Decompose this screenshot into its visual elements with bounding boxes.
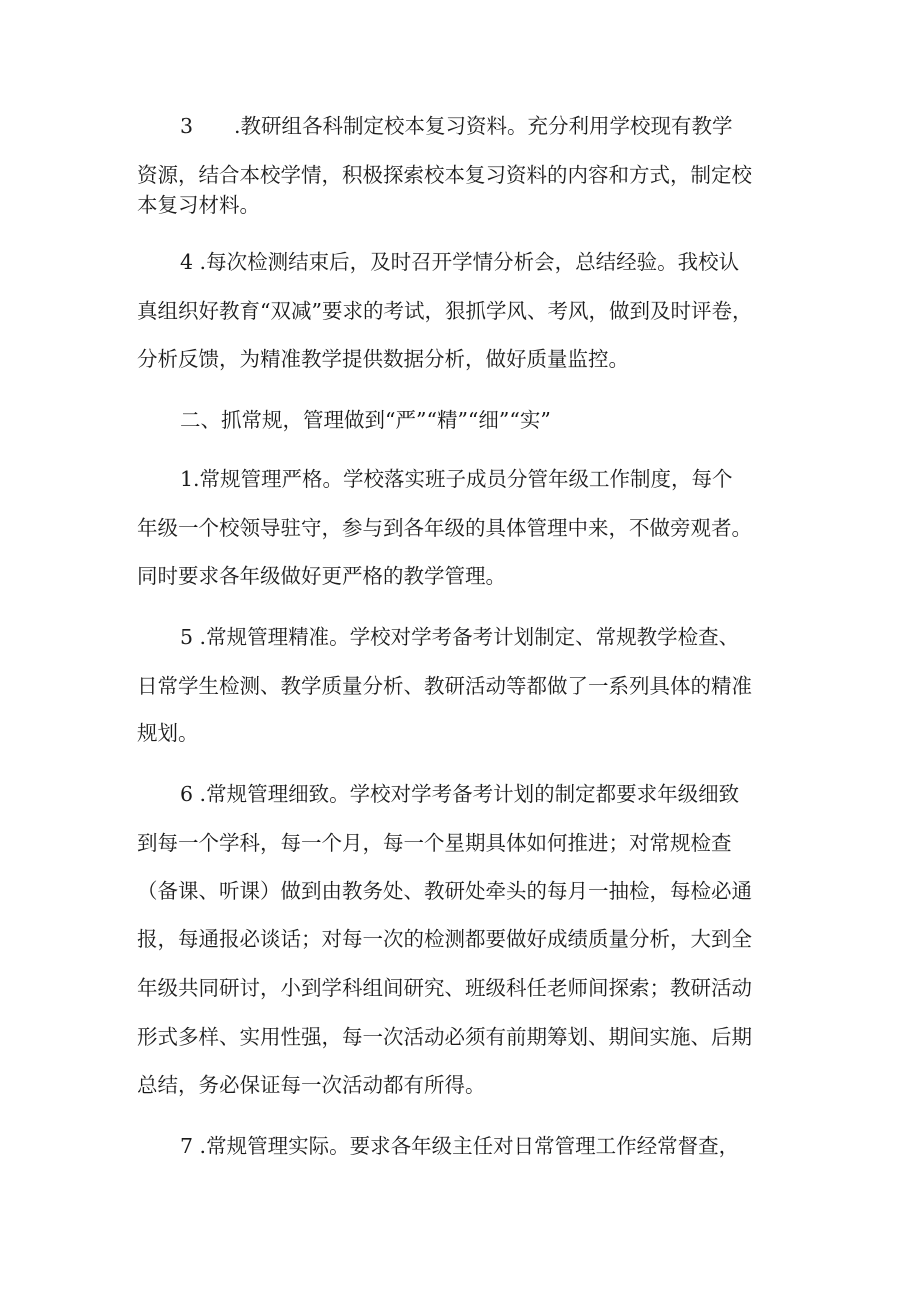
p1-line-1: 1.常规管理严格。学校落实班子成员分管年级工作制度，每个	[180, 467, 733, 491]
p4-line-2: 真组织好教育“双减”要求的考试，狠抓学风、考风，做到及时评卷，	[137, 299, 753, 323]
p1-line-3: 同时要求各年级做好更严格的教学管理。	[137, 564, 506, 588]
p6-line-5: 年级共同研讨，小到学科组间研究、班级科任老师间探索；教研活动	[137, 976, 752, 1000]
p6-line-4: 报，每通报必谈话；对每一次的检测都要做好成绩质量分析，大到全	[137, 927, 752, 951]
p3-line-3: 本复习材料。	[137, 193, 260, 217]
p4-line-1: 4 .每次检测结束后，及时召开学情分析会，总结经验。我校认	[180, 250, 740, 274]
p4-line-3: 分析反馈，为精准教学提供数据分析，做好质量监控。	[137, 347, 629, 371]
p3-line-2: 资源，结合本校学情，积极探索校本复习资料的内容和方式，制定校	[137, 163, 752, 187]
p6-line-3: （备课、听课）做到由教务处、教研处牵头的每月一抽检，每检必通	[137, 879, 752, 903]
p1-line-2: 年级一个校领导驻守，参与到各年级的具体管理中来，不做旁观者。	[137, 516, 752, 540]
p5-line-3: 规划。	[137, 721, 199, 745]
section-heading-2: 二、抓常规，管理做到“严”“精”“细”“实”	[180, 408, 551, 432]
p3-line-1: 3 .教研组各科制定校本复习资料。充分利用学校现有教学	[180, 114, 733, 138]
p6-line-6: 形式多样、实用性强，每一次活动必须有前期筹划、期间实施、后期	[137, 1025, 752, 1049]
p6-line-7: 总结，务必保证每一次活动都有所得。	[137, 1073, 486, 1097]
p5-line-1: 5 .常规管理精准。学校对学考备考计划制定、常规教学检查、	[180, 625, 740, 649]
p6-line-1: 6 .常规管理细致。学校对学考备考计划的制定都要求年级细致	[180, 782, 740, 806]
p6-line-2: 到每一个学科，每一个月，每一个星期具体如何推进；对常规检查	[137, 831, 732, 855]
p5-line-2: 日常学生检测、教学质量分析、教研活动等都做了一系列具体的精准	[137, 674, 752, 698]
p7-line-1: 7 .常规管理实际。要求各年级主任对日常管理工作经常督查，	[180, 1134, 740, 1158]
